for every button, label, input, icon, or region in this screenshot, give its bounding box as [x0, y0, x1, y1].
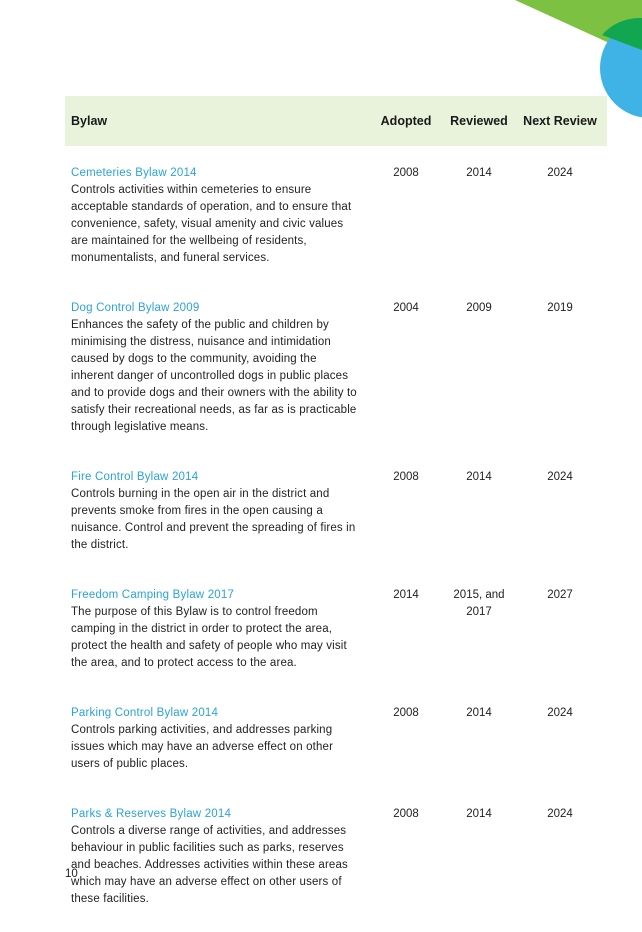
- next-review-cell: 2027: [547, 589, 573, 601]
- green-swoosh-shape: [515, 0, 642, 58]
- bylaw-cell: [65, 570, 367, 688]
- bylaw-name: Fire Control Bylaw 2014: [71, 471, 199, 483]
- bylaw-description: Controls burning in the open air in the district and prevents smoke from fires in the open causing a nuisance. Control and prevent the spreading of fires in the district.: [71, 488, 356, 551]
- adopted-cell: 2004: [393, 302, 419, 314]
- table-row: [65, 146, 607, 283]
- bylaw-cell: [65, 789, 367, 924]
- adopted-cell: 2008: [393, 707, 419, 719]
- reviewed-cell: 2014: [466, 808, 492, 820]
- bylaw-description: Controls a diverse range of activities, and addresses behaviour in public facilities such as parks, reserves and beaches. Addresses activities within these areas which may have an adverse effect on other users of these facilities.: [71, 825, 348, 905]
- next-review-cell: 2024: [547, 471, 573, 483]
- header-adopted: Adopted: [367, 96, 445, 146]
- table-row: [65, 283, 607, 452]
- table-row: [65, 570, 607, 688]
- bylaw-name: Parking Control Bylaw 2014: [71, 707, 219, 719]
- bylaw-cell: [65, 688, 367, 789]
- next-review-cell: 2024: [547, 167, 573, 179]
- adopted-cell: 2014: [393, 589, 419, 601]
- bylaw-name: Parks & Reserves Bylaw 2014: [71, 808, 232, 820]
- page-number: 10: [65, 868, 78, 880]
- bylaw-cell: [65, 146, 367, 283]
- bylaw-table: [65, 96, 607, 924]
- header-bylaw: Bylaw: [65, 96, 367, 146]
- reviewed-cell: 2014: [466, 167, 492, 179]
- next-review-cell: 2024: [547, 808, 573, 820]
- reviewed-cell: 2015, and 2017: [453, 589, 505, 618]
- adopted-cell: 2008: [393, 471, 419, 483]
- bylaw-cell: [65, 452, 367, 570]
- adopted-cell: 2008: [393, 167, 419, 179]
- next-review-cell: 2019: [547, 302, 573, 314]
- table-row: [65, 789, 607, 924]
- bylaw-cell: [65, 283, 367, 452]
- bylaw-name: Cemeteries Bylaw 2014: [71, 167, 197, 179]
- bylaw-name: Dog Control Bylaw 2009: [71, 302, 200, 314]
- next-review-cell: 2024: [547, 707, 573, 719]
- bylaw-description: The purpose of this Bylaw is to control freedom camping in the district in order to protect the area, protect the health and safety of people who may visit the area, and to protect access to the area.: [71, 606, 347, 669]
- bylaw-description: Controls activities within cemeteries to ensure acceptable standards of operation, and to ensure that convenience, safety, visual amenity and civic values are maintained for the wellbeing of residents, monumentalists, and funeral services.: [71, 184, 352, 264]
- table-header-row: [65, 96, 607, 146]
- reviewed-cell: 2014: [466, 707, 492, 719]
- header-reviewed: Reviewed: [445, 96, 513, 146]
- table-row: [65, 688, 607, 789]
- adopted-cell: 2008: [393, 808, 419, 820]
- reviewed-cell: 2014: [466, 471, 492, 483]
- header-next-review: Next Review: [513, 96, 607, 146]
- bylaw-description: Enhances the safety of the public and children by minimising the distress, nuisance and intimidation caused by dogs to the community, avoiding the inherent danger of uncontrolled dogs in public places and to provide dogs and their owners with the ability to satisfy their recreational needs, as far as is practicable through legislative means.: [71, 319, 357, 433]
- dark-green-overlap-shape: [602, 18, 642, 50]
- reviewed-cell: 2009: [466, 302, 492, 314]
- bylaw-table-container: [65, 96, 607, 924]
- table-row: [65, 452, 607, 570]
- bylaw-description: Controls parking activities, and addresses parking issues which may have an adverse effect on other users of public places.: [71, 724, 334, 770]
- bylaw-name: Freedom Camping Bylaw 2017: [71, 589, 235, 601]
